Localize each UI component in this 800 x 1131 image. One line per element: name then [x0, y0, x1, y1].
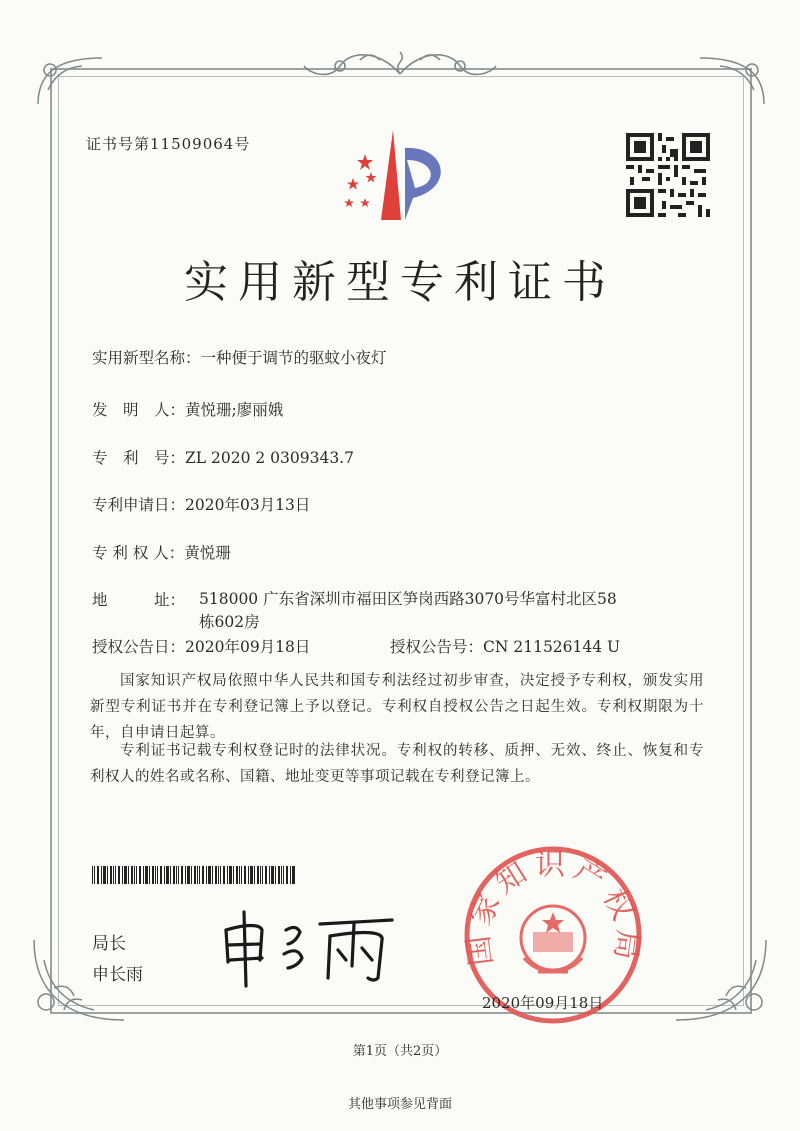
patent-number-value: ZL 2020 2 0309343.7 [185, 449, 354, 467]
grant-date-row [92, 635, 310, 657]
utility-model-name-label: 实用新型名称： [92, 349, 201, 367]
inventor-value: 黄悦珊;廖丽娥 [185, 401, 284, 419]
qr-code-icon [626, 133, 710, 217]
grant-statement-paragraph: 国家知识产权局依照中华人民共和国专利法经过初步审查，决定授予专利权，颁发实用新型专利证书并在专利登记簿上予以登记。专利权自授权公告之日起生效。专利权期限为十年，自申请日起算。 [90, 673, 704, 741]
patentee-value: 黄悦珊 [184, 544, 231, 562]
grant-number-row [390, 635, 620, 657]
corner-ornament-top-left-icon [32, 50, 112, 110]
patent-number-row [92, 446, 354, 468]
certificate-title: 实用新型专利证书 [184, 257, 616, 308]
footer-note: 其他事项参见背面 [347, 1097, 452, 1112]
filing-date-row [92, 493, 310, 515]
seal-date: 2020年09月18日 [482, 994, 604, 1012]
certificate-number: 证书号第11509064号 [86, 135, 251, 153]
director-name: 申长雨 [92, 965, 143, 985]
address-value: 518000 广东省深圳市福田区笋岗西路3070号华富村北区58栋602房 [199, 590, 617, 631]
inventor-row [92, 398, 283, 420]
address-row [92, 588, 185, 610]
inventor-label: 发 明 人： [92, 401, 186, 419]
address-label: 地 址： [92, 591, 186, 609]
patentee-label: 专 利 权 人： [92, 544, 185, 562]
seal-text: 国家知识产权局 [460, 847, 646, 968]
corner-ornament-top-right-icon [690, 50, 770, 110]
filing-date-value: 2020年03月13日 [185, 496, 311, 514]
legal-status-paragraph: 专利证书记载专利权登记时的法律状况。专利权的转移、质押、无效、终止、恢复和专利权人的姓名或名称、国籍、地址变更等事项记载在专利登记簿上。 [90, 743, 704, 785]
cnipa-logo-icon [335, 128, 465, 228]
filing-date-label: 专利申请日： [92, 496, 186, 514]
grant-date-value: 2020年09月18日 [185, 638, 311, 656]
corner-ornament-bottom-right-icon [666, 930, 776, 1030]
patentee-row [92, 541, 231, 563]
barcode-icon [92, 866, 296, 884]
utility-model-name-value: 一种便于调节的驱蚊小夜灯 [200, 349, 387, 367]
grant-number-label: 授权公告号： [390, 638, 484, 656]
grant-date-label: 授权公告日： [92, 638, 186, 656]
utility-model-name-row [92, 346, 387, 368]
director-signature-icon [216, 900, 406, 990]
director-title: 局长 [92, 934, 126, 954]
page-number: 第1页（共2页） [352, 1044, 448, 1059]
grant-number-value: CN 211526144 U [483, 638, 621, 656]
top-ornament-icon [300, 44, 500, 84]
patent-number-label: 专 利 号： [92, 449, 186, 467]
